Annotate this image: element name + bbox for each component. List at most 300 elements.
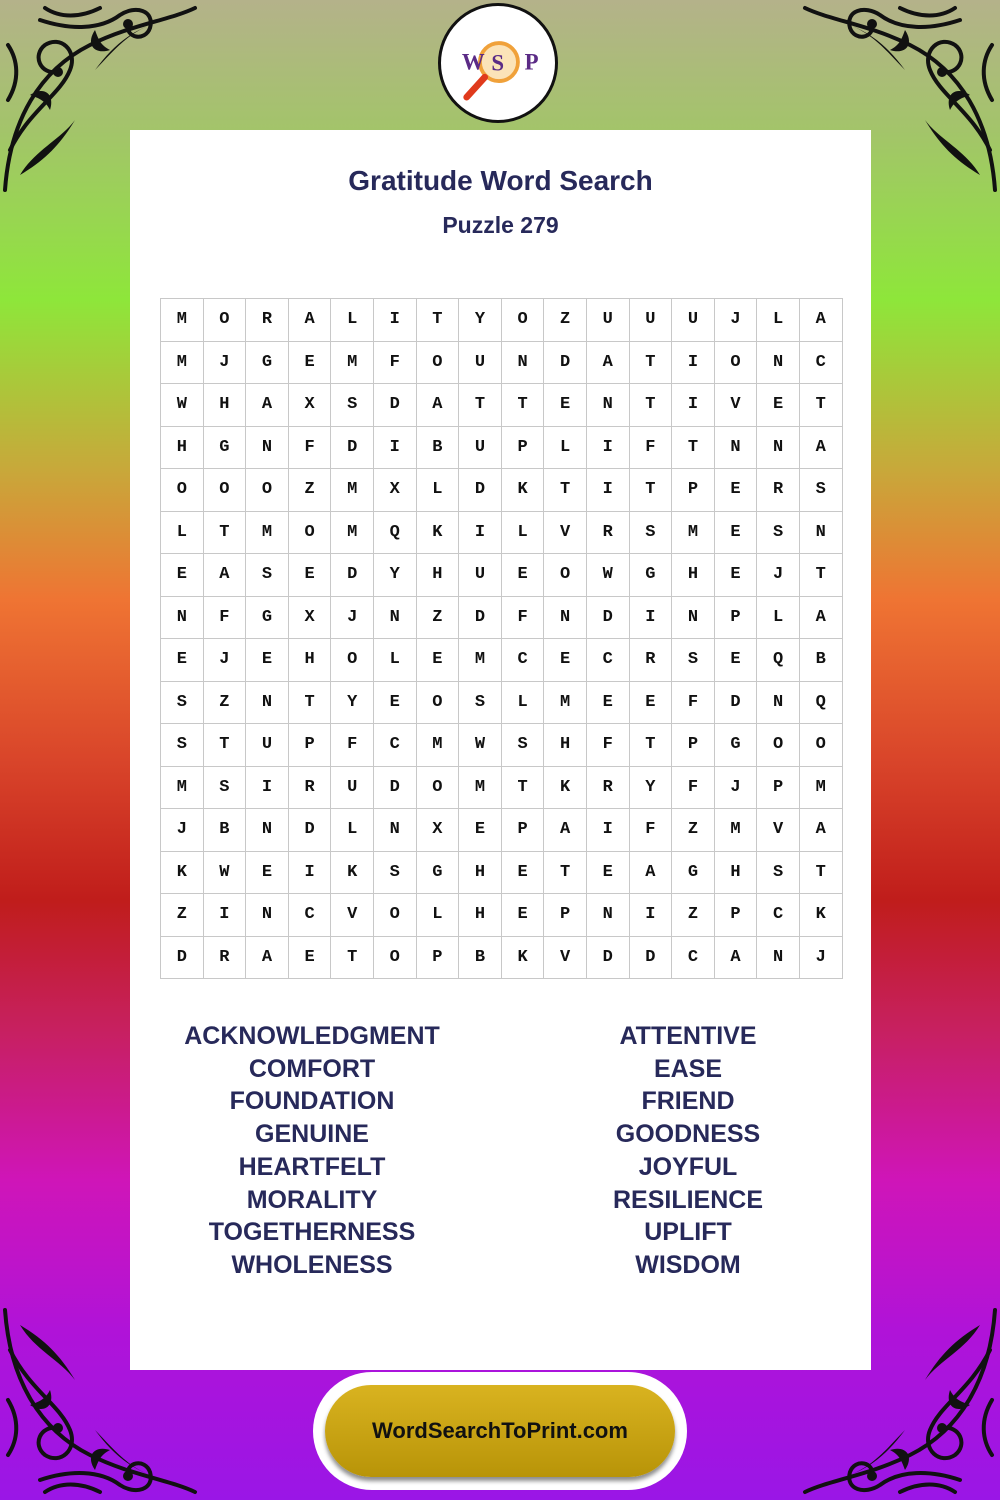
grid-cell[interactable]: I	[203, 894, 246, 937]
grid-cell[interactable]: D	[459, 596, 502, 639]
grid-cell[interactable]: A	[246, 936, 289, 979]
grid-cell[interactable]: U	[586, 299, 629, 342]
word-list-item: TOGETHERNESS	[208, 1218, 416, 1247]
grid-cell[interactable]: S	[757, 511, 800, 554]
word-list-item: ACKNOWLEDGMENT	[184, 1022, 440, 1050]
grid-cell[interactable]: P	[714, 894, 757, 937]
grid-cell[interactable]: C	[799, 341, 842, 384]
grid-cell[interactable]: G	[629, 554, 672, 597]
grid-cell[interactable]: Q	[373, 511, 416, 554]
grid-cell[interactable]: D	[331, 554, 374, 597]
grid-cell[interactable]: R	[586, 766, 629, 809]
grid-cell[interactable]: D	[714, 681, 757, 724]
grid-cell[interactable]: N	[161, 596, 204, 639]
grid-cell[interactable]: N	[586, 384, 629, 427]
grid-cell[interactable]: D	[288, 809, 331, 852]
grid-cell[interactable]: G	[246, 341, 289, 384]
grid-cell[interactable]: P	[714, 596, 757, 639]
grid-cell[interactable]: N	[757, 341, 800, 384]
grid-cell[interactable]: J	[161, 809, 204, 852]
puzzle-card	[130, 130, 871, 1370]
grid-cell[interactable]: E	[714, 554, 757, 597]
grid-cell[interactable]: T	[799, 851, 842, 894]
grid-cell[interactable]: B	[203, 809, 246, 852]
word-list-item: WHOLENESS	[231, 1250, 393, 1279]
grid-cell[interactable]: M	[459, 766, 502, 809]
grid-cell[interactable]: T	[203, 724, 246, 767]
grid-cell[interactable]: R	[203, 936, 246, 979]
grid-cell[interactable]: Z	[544, 299, 587, 342]
grid-cell[interactable]: I	[629, 596, 672, 639]
grid-cell[interactable]: L	[161, 511, 204, 554]
grid-cell[interactable]: F	[586, 724, 629, 767]
grid-cell[interactable]: S	[799, 469, 842, 512]
grid-cell[interactable]: E	[459, 809, 502, 852]
grid-cell[interactable]: E	[544, 384, 587, 427]
grid-cell[interactable]: Z	[672, 894, 715, 937]
word-list-right	[503, 1020, 873, 1282]
grid-cell[interactable]: D	[544, 341, 587, 384]
grid-cell[interactable]: B	[416, 426, 459, 469]
grid-cell[interactable]: D	[586, 936, 629, 979]
grid-cell[interactable]: S	[331, 384, 374, 427]
grid-cell[interactable]: S	[161, 681, 204, 724]
grid-cell[interactable]: I	[586, 426, 629, 469]
wsp-logo[interactable]	[438, 3, 558, 123]
grid-cell[interactable]: T	[288, 681, 331, 724]
grid-cell[interactable]: T	[672, 426, 715, 469]
logo-letter-p: P	[524, 49, 539, 75]
grid-cell[interactable]: O	[203, 469, 246, 512]
grid-cell[interactable]: A	[629, 851, 672, 894]
grid-cell[interactable]: I	[459, 511, 502, 554]
grid-cell[interactable]: U	[672, 299, 715, 342]
grid-cell[interactable]: P	[501, 809, 544, 852]
grid-cell[interactable]: G	[203, 426, 246, 469]
grid-cell[interactable]: O	[799, 724, 842, 767]
grid-cell[interactable]: H	[459, 894, 502, 937]
grid-cell[interactable]: U	[459, 554, 502, 597]
grid-cell[interactable]: A	[799, 809, 842, 852]
grid-cell[interactable]: E	[416, 639, 459, 682]
grid-cell[interactable]: J	[714, 299, 757, 342]
grid-cell[interactable]: J	[203, 341, 246, 384]
grid-cell[interactable]: P	[288, 724, 331, 767]
grid-cell[interactable]: N	[757, 936, 800, 979]
grid-cell[interactable]: M	[416, 724, 459, 767]
grid-cell[interactable]: E	[161, 639, 204, 682]
grid-cell[interactable]: Y	[373, 554, 416, 597]
grid-cell[interactable]: S	[203, 766, 246, 809]
grid-cell[interactable]: P	[544, 894, 587, 937]
grid-cell[interactable]: O	[161, 469, 204, 512]
grid-cell[interactable]: H	[672, 554, 715, 597]
grid-row	[161, 894, 843, 937]
grid-cell[interactable]: A	[544, 809, 587, 852]
grid-cell[interactable]: N	[672, 596, 715, 639]
footer-pill	[313, 1372, 687, 1490]
grid-cell[interactable]: G	[714, 724, 757, 767]
grid-cell[interactable]: I	[672, 384, 715, 427]
grid-cell[interactable]: K	[799, 894, 842, 937]
grid-cell[interactable]: N	[799, 511, 842, 554]
grid-cell[interactable]: X	[288, 384, 331, 427]
grid-cell[interactable]: G	[416, 851, 459, 894]
grid-cell[interactable]: D	[161, 936, 204, 979]
grid-row	[161, 384, 843, 427]
grid-cell[interactable]: Y	[459, 299, 502, 342]
grid-cell[interactable]: T	[459, 384, 502, 427]
grid-row	[161, 809, 843, 852]
grid-cell[interactable]: N	[757, 681, 800, 724]
grid-cell[interactable]: O	[416, 681, 459, 724]
grid-cell[interactable]: W	[203, 851, 246, 894]
grid-cell[interactable]: M	[161, 299, 204, 342]
grid-cell[interactable]: U	[459, 426, 502, 469]
grid-cell[interactable]: E	[501, 554, 544, 597]
grid-cell[interactable]: Q	[757, 639, 800, 682]
grid-cell[interactable]: E	[246, 851, 289, 894]
grid-cell[interactable]: R	[586, 511, 629, 554]
grid-row	[161, 681, 843, 724]
grid-cell[interactable]: V	[544, 511, 587, 554]
grid-cell[interactable]: S	[757, 851, 800, 894]
grid-cell[interactable]: O	[203, 299, 246, 342]
word-list-item: HEARTFELT	[238, 1152, 386, 1181]
grid-cell[interactable]: E	[161, 554, 204, 597]
grid-cell[interactable]: O	[501, 299, 544, 342]
grid-cell[interactable]: W	[459, 724, 502, 767]
grid-cell[interactable]: C	[586, 639, 629, 682]
grid-cell[interactable]: N	[544, 596, 587, 639]
grid-cell[interactable]: F	[501, 596, 544, 639]
magnifier-icon	[441, 6, 555, 120]
grid-cell[interactable]: X	[416, 809, 459, 852]
grid-cell[interactable]: O	[288, 511, 331, 554]
word-list-item: EASE	[653, 1054, 723, 1083]
grid-cell[interactable]: K	[501, 936, 544, 979]
grid-cell[interactable]: E	[714, 469, 757, 512]
grid-cell[interactable]: U	[629, 299, 672, 342]
grid-row	[161, 469, 843, 512]
grid-cell[interactable]: A	[288, 299, 331, 342]
grid-cell[interactable]: M	[544, 681, 587, 724]
grid-cell[interactable]: P	[672, 469, 715, 512]
grid-cell[interactable]: R	[757, 469, 800, 512]
grid-row	[161, 851, 843, 894]
grid-cell[interactable]: H	[288, 639, 331, 682]
grid-cell[interactable]: E	[586, 851, 629, 894]
grid-cell[interactable]: L	[416, 469, 459, 512]
grid-cell[interactable]: E	[288, 341, 331, 384]
grid-row	[161, 766, 843, 809]
grid-cell[interactable]: A	[799, 596, 842, 639]
grid-cell[interactable]: C	[757, 894, 800, 937]
word-list-item: MORALITY	[246, 1185, 378, 1214]
grid-cell[interactable]: J	[714, 766, 757, 809]
grid-cell[interactable]: A	[714, 936, 757, 979]
grid-cell[interactable]: F	[288, 426, 331, 469]
grid-cell[interactable]: J	[331, 596, 374, 639]
grid-cell[interactable]: S	[246, 554, 289, 597]
grid-row	[161, 341, 843, 384]
grid-cell[interactable]: P	[501, 426, 544, 469]
grid-cell[interactable]: E	[246, 639, 289, 682]
letter-grid[interactable]	[160, 298, 843, 979]
grid-cell[interactable]: H	[459, 851, 502, 894]
grid-cell[interactable]: K	[544, 766, 587, 809]
grid-cell[interactable]: A	[203, 554, 246, 597]
grid-cell[interactable]: I	[288, 851, 331, 894]
word-list-item: ATTENTIVE	[619, 1022, 757, 1050]
grid-cell[interactable]: E	[288, 554, 331, 597]
grid-row	[161, 299, 843, 342]
grid-cell[interactable]: F	[672, 681, 715, 724]
grid-cell[interactable]: W	[161, 384, 204, 427]
grid-cell[interactable]: R	[288, 766, 331, 809]
grid-cell[interactable]: M	[714, 809, 757, 852]
word-list-item: GENUINE	[255, 1120, 369, 1149]
grid-cell[interactable]: C	[501, 639, 544, 682]
grid-cell[interactable]: P	[757, 766, 800, 809]
grid-cell[interactable]: L	[757, 596, 800, 639]
logo-letter-s: S	[491, 50, 505, 76]
logo-letter-w: W	[461, 49, 485, 75]
word-list-item: UPLIFT	[644, 1218, 732, 1247]
grid-cell[interactable]: J	[757, 554, 800, 597]
word-list-item: FRIEND	[641, 1087, 735, 1116]
grid-cell[interactable]: L	[501, 681, 544, 724]
puzzle-number: Puzzle 279	[442, 212, 559, 238]
grid-cell[interactable]: I	[586, 809, 629, 852]
word-list-item: COMFORT	[248, 1054, 376, 1083]
grid-cell[interactable]: T	[203, 511, 246, 554]
grid-row	[161, 639, 843, 682]
grid-cell[interactable]: N	[246, 894, 289, 937]
grid-cell[interactable]: E	[714, 639, 757, 682]
grid-cell[interactable]: H	[203, 384, 246, 427]
grid-cell[interactable]: U	[331, 766, 374, 809]
grid-cell[interactable]: N	[246, 426, 289, 469]
grid-cell[interactable]: F	[672, 766, 715, 809]
grid-cell[interactable]: T	[544, 851, 587, 894]
grid-cell[interactable]: D	[331, 426, 374, 469]
grid-cell[interactable]: M	[331, 469, 374, 512]
grid-cell[interactable]: K	[331, 851, 374, 894]
grid-cell[interactable]: V	[714, 384, 757, 427]
grid-cell[interactable]: M	[799, 766, 842, 809]
grid-cell[interactable]: U	[459, 341, 502, 384]
grid-cell[interactable]: Z	[288, 469, 331, 512]
grid-cell[interactable]: D	[459, 469, 502, 512]
grid-cell[interactable]: T	[629, 724, 672, 767]
grid-cell[interactable]: N	[373, 596, 416, 639]
grid-cell[interactable]: N	[246, 681, 289, 724]
grid-cell[interactable]: D	[373, 384, 416, 427]
grid-cell[interactable]: L	[757, 299, 800, 342]
grid-cell[interactable]: H	[161, 426, 204, 469]
grid-cell[interactable]: A	[246, 384, 289, 427]
grid-cell[interactable]: M	[459, 639, 502, 682]
grid-row	[161, 554, 843, 597]
grid-cell[interactable]: N	[501, 341, 544, 384]
grid-cell[interactable]: I	[373, 426, 416, 469]
grid-cell[interactable]: Z	[161, 894, 204, 937]
grid-cell[interactable]: T	[629, 341, 672, 384]
grid-cell[interactable]: O	[373, 894, 416, 937]
grid-cell[interactable]: E	[629, 681, 672, 724]
grid-cell[interactable]: A	[586, 341, 629, 384]
grid-cell[interactable]: Z	[203, 681, 246, 724]
grid-cell[interactable]: S	[373, 851, 416, 894]
grid-cell[interactable]: O	[246, 469, 289, 512]
grid-cell[interactable]: C	[288, 894, 331, 937]
grid-cell[interactable]: K	[161, 851, 204, 894]
grid-cell[interactable]: P	[416, 936, 459, 979]
grid-cell[interactable]: T	[799, 384, 842, 427]
grid-cell[interactable]: A	[799, 426, 842, 469]
grid-row	[161, 426, 843, 469]
grid-cell[interactable]: G	[672, 851, 715, 894]
grid-cell[interactable]: M	[331, 511, 374, 554]
grid-cell[interactable]: E	[501, 851, 544, 894]
grid-cell[interactable]: T	[629, 469, 672, 512]
word-list-item: GOODNESS	[615, 1120, 761, 1149]
grid-cell[interactable]: M	[246, 511, 289, 554]
grid-cell[interactable]: R	[246, 299, 289, 342]
grid-cell[interactable]: N	[714, 426, 757, 469]
grid-cell[interactable]: U	[246, 724, 289, 767]
word-list-item: JOYFUL	[638, 1152, 738, 1181]
grid-cell[interactable]: N	[373, 809, 416, 852]
grid-cell[interactable]: C	[672, 936, 715, 979]
grid-cell[interactable]: F	[203, 596, 246, 639]
grid-cell[interactable]: T	[416, 299, 459, 342]
grid-cell[interactable]: O	[757, 724, 800, 767]
grid-cell[interactable]: Z	[416, 596, 459, 639]
grid-cell[interactable]: T	[501, 384, 544, 427]
grid-cell[interactable]: E	[757, 384, 800, 427]
grid-cell[interactable]: N	[586, 894, 629, 937]
grid-cell[interactable]: M	[672, 511, 715, 554]
grid-cell[interactable]: I	[373, 299, 416, 342]
grid-cell[interactable]: I	[672, 341, 715, 384]
grid-cell[interactable]: P	[672, 724, 715, 767]
grid-cell[interactable]: W	[586, 554, 629, 597]
grid-cell[interactable]: O	[373, 936, 416, 979]
grid-cell[interactable]: T	[799, 554, 842, 597]
grid-cell[interactable]: V	[757, 809, 800, 852]
grid-cell[interactable]: H	[544, 724, 587, 767]
grid-cell[interactable]: Y	[331, 681, 374, 724]
grid-cell[interactable]: F	[629, 426, 672, 469]
grid-cell[interactable]: D	[373, 766, 416, 809]
grid-cell[interactable]: S	[161, 724, 204, 767]
grid-cell[interactable]: F	[373, 341, 416, 384]
website-link-button[interactable]: WordSearchToPrint.com	[325, 1385, 675, 1477]
grid-cell[interactable]: L	[544, 426, 587, 469]
grid-cell[interactable]: F	[629, 809, 672, 852]
grid-cell[interactable]: S	[459, 681, 502, 724]
grid-cell[interactable]: E	[714, 511, 757, 554]
grid-cell[interactable]: J	[203, 639, 246, 682]
grid-cell[interactable]: L	[331, 809, 374, 852]
grid-cell[interactable]: O	[544, 554, 587, 597]
grid-cell[interactable]: O	[331, 639, 374, 682]
grid-cell[interactable]: F	[331, 724, 374, 767]
grid-cell[interactable]: O	[416, 341, 459, 384]
grid-cell[interactable]: L	[331, 299, 374, 342]
grid-cell[interactable]: N	[757, 426, 800, 469]
word-list-item: RESILIENCE	[612, 1185, 764, 1214]
grid-cell[interactable]: I	[586, 469, 629, 512]
grid-cell[interactable]: D	[629, 936, 672, 979]
grid-cell[interactable]: K	[501, 469, 544, 512]
grid-row	[161, 936, 843, 979]
grid-cell[interactable]: I	[629, 894, 672, 937]
grid-cell[interactable]: N	[246, 809, 289, 852]
grid-cell[interactable]: E	[501, 894, 544, 937]
grid-cell[interactable]: X	[373, 469, 416, 512]
grid-cell[interactable]: S	[629, 511, 672, 554]
grid-cell[interactable]: B	[459, 936, 502, 979]
grid-cell[interactable]: E	[586, 681, 629, 724]
grid-cell[interactable]: L	[416, 894, 459, 937]
grid-cell[interactable]: Y	[629, 766, 672, 809]
grid-cell[interactable]: R	[629, 639, 672, 682]
grid-cell[interactable]: I	[246, 766, 289, 809]
grid-cell[interactable]: L	[501, 511, 544, 554]
grid-cell[interactable]: E	[544, 639, 587, 682]
grid-row	[161, 596, 843, 639]
word-list-left	[127, 1020, 497, 1282]
grid-cell[interactable]: M	[331, 341, 374, 384]
grid-cell[interactable]: S	[672, 639, 715, 682]
word-list-item: FOUNDATION	[229, 1087, 395, 1116]
grid-cell[interactable]: T	[629, 384, 672, 427]
grid-cell[interactable]: O	[416, 766, 459, 809]
grid-cell[interactable]: J	[799, 936, 842, 979]
grid-cell[interactable]: H	[714, 851, 757, 894]
page-title: Gratitude Word Search	[348, 165, 653, 196]
grid-cell[interactable]: L	[373, 639, 416, 682]
grid-cell[interactable]: E	[373, 681, 416, 724]
grid-cell[interactable]: T	[544, 469, 587, 512]
grid-cell[interactable]: A	[799, 299, 842, 342]
grid-cell[interactable]: O	[714, 341, 757, 384]
grid-cell[interactable]: B	[799, 639, 842, 682]
grid-cell[interactable]: E	[288, 936, 331, 979]
grid-cell[interactable]: K	[416, 511, 459, 554]
grid-cell[interactable]: M	[161, 341, 204, 384]
grid-cell[interactable]: Z	[672, 809, 715, 852]
grid-cell[interactable]: G	[246, 596, 289, 639]
grid-cell[interactable]: S	[501, 724, 544, 767]
grid-cell[interactable]: T	[501, 766, 544, 809]
grid-cell[interactable]: A	[416, 384, 459, 427]
grid-cell[interactable]: H	[416, 554, 459, 597]
grid-cell[interactable]: V	[331, 894, 374, 937]
grid-row	[161, 511, 843, 554]
grid-cell[interactable]: V	[544, 936, 587, 979]
grid-cell[interactable]: D	[586, 596, 629, 639]
grid-cell[interactable]: T	[331, 936, 374, 979]
grid-cell[interactable]: M	[161, 766, 204, 809]
grid-row	[161, 724, 843, 767]
grid-cell[interactable]: Q	[799, 681, 842, 724]
grid-cell[interactable]: X	[288, 596, 331, 639]
grid-cell[interactable]: C	[373, 724, 416, 767]
